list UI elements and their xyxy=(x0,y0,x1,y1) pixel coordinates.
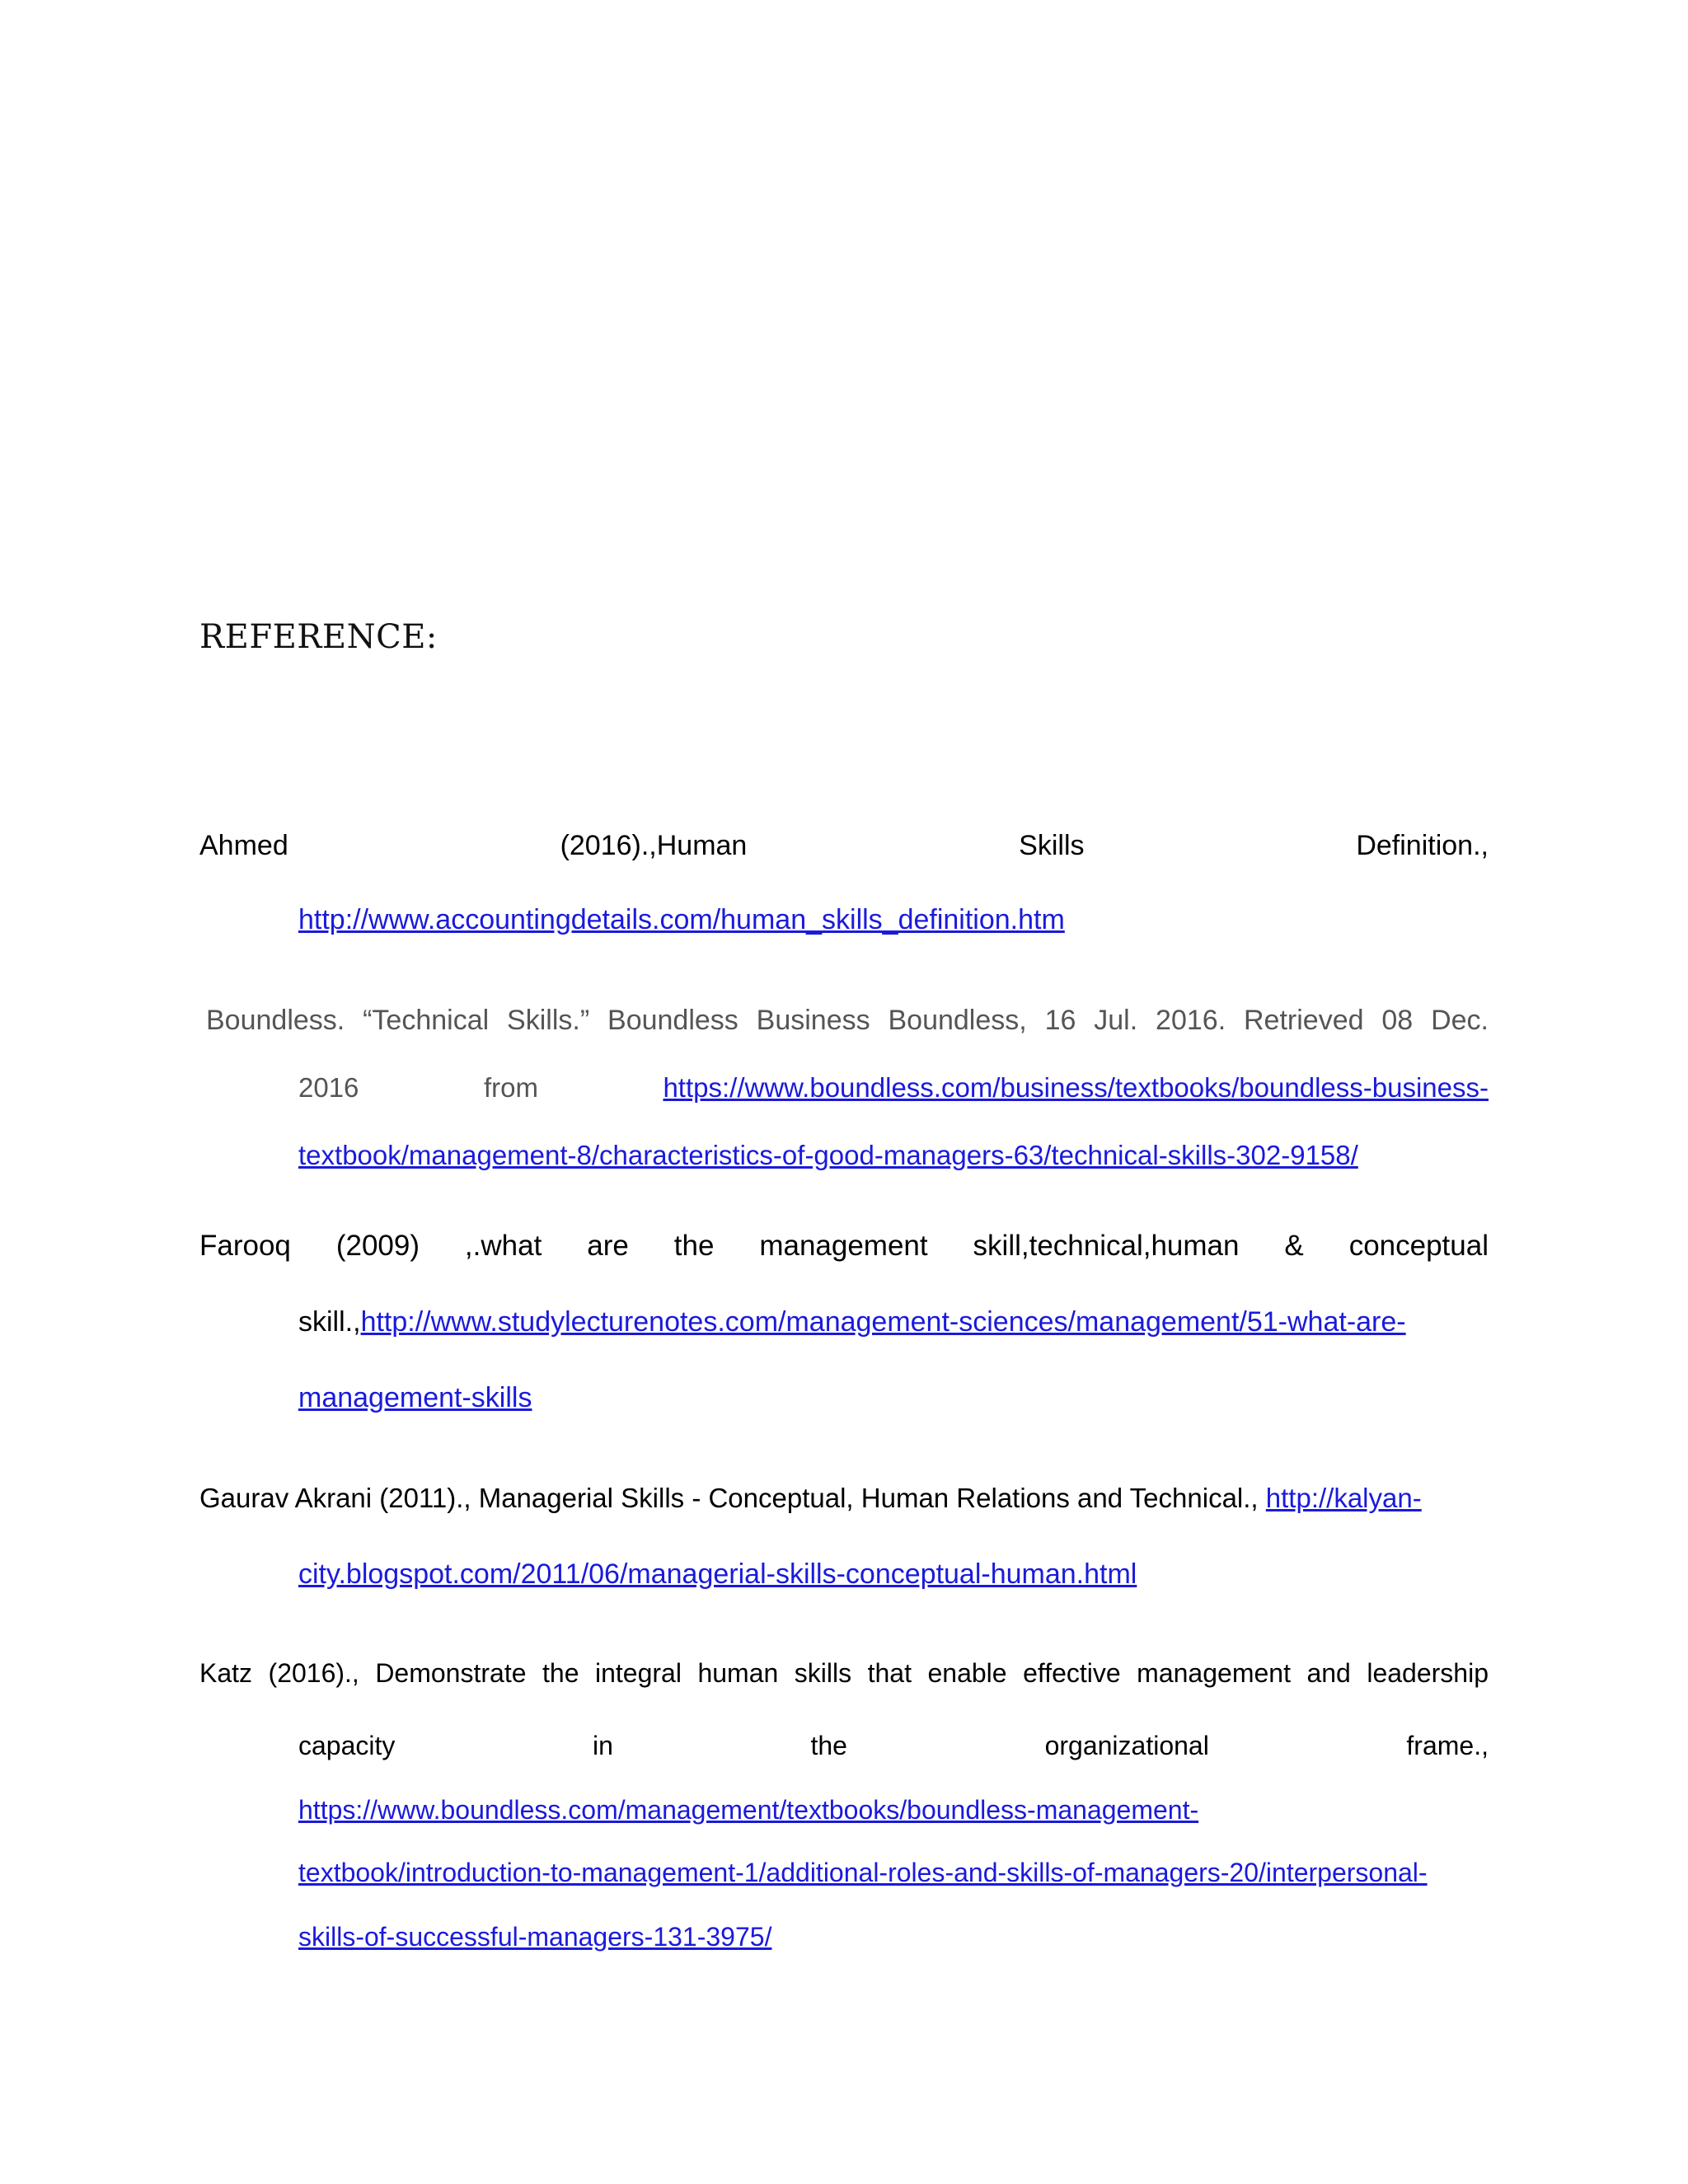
ref-katz-word: enable xyxy=(927,1658,1007,1688)
ref-gaurav-link-part2[interactable]: city.blogspot.com/2011/06/managerial-skills-conceptual-human.html xyxy=(298,1558,1137,1590)
ref-boundless-text: Boundless. “Technical Skills.” Boundless Business Boundless, 16 Jul. 2016. Retrieved 08 Dec. xyxy=(206,1005,1489,1036)
ref-boundless-link-part1[interactable]: https://www.boundless.com/business/textbooks/boundless-business- xyxy=(663,1072,1489,1103)
ref-katz-word: integral xyxy=(594,1658,682,1688)
ref-katz-word: the xyxy=(810,1731,847,1760)
ref-ahmed-word: (2016).,Human xyxy=(560,830,748,861)
ref-farooq-word: & xyxy=(1284,1230,1304,1262)
ref-katz-word: in xyxy=(592,1731,613,1760)
ref-ahmed-word: Definition., xyxy=(1356,830,1489,861)
ref-gaurav-text: Gaurav Akrani (2011)., Managerial Skills - Conceptual, Human Relations and Technical., xyxy=(199,1483,1266,1513)
ref-katz-word: Katz xyxy=(199,1658,253,1688)
ref-farooq-word: management xyxy=(759,1230,928,1262)
ref-katz-word: and xyxy=(1306,1658,1351,1688)
ref-farooq-line3 xyxy=(298,1381,1489,1414)
ref-ahmed-word: Ahmed xyxy=(199,830,288,861)
ref-farooq-line2 xyxy=(298,1305,1489,1338)
ref-boundless-link-part2[interactable]: textbook/management-8/characteristics-of-good-managers-63/technical-skills-302-9158/ xyxy=(298,1140,1358,1170)
ref-gaurav-line1 xyxy=(199,1482,1489,1515)
ref-farooq-word: ,.what xyxy=(464,1230,542,1262)
ref-katz-word: (2016)., xyxy=(268,1658,359,1688)
ref-farooq-word: are xyxy=(587,1230,629,1262)
ref-farooq-word: conceptual xyxy=(1348,1230,1489,1262)
ref-gaurav-link-part1[interactable]: http://kalyan- xyxy=(1265,1483,1422,1513)
ref-katz-line2 xyxy=(298,1729,1489,1762)
ref-katz-link-part3[interactable]: skills-of-successful-managers-131-3975/ xyxy=(298,1922,772,1952)
ref-katz-word: frame., xyxy=(1406,1731,1489,1760)
ref-katz-word: Demonstrate xyxy=(375,1658,527,1688)
ref-boundless-line2 xyxy=(298,1071,1489,1104)
ref-ahmed-line2 xyxy=(298,903,1489,936)
ref-katz-link-part1[interactable]: https://www.boundless.com/management/textbooks/boundless-management- xyxy=(298,1795,1199,1825)
ref-boundless-line3 xyxy=(298,1139,1489,1172)
ref-katz-word: management xyxy=(1137,1658,1291,1688)
ref-katz-word: the xyxy=(542,1658,579,1688)
ref-farooq-word: skill,technical,human xyxy=(973,1230,1240,1262)
ref-katz-word: leadership xyxy=(1367,1658,1489,1688)
ref-farooq-word: Farooq xyxy=(199,1230,291,1262)
ref-katz-word: effective xyxy=(1023,1658,1121,1688)
ref-farooq-link-part2[interactable]: management-skills xyxy=(298,1382,532,1413)
reference-heading: REFERENCE: xyxy=(199,618,438,656)
ref-ahmed-line1 xyxy=(199,829,1489,862)
ref-boundless-year: 2016 xyxy=(298,1072,359,1103)
ref-ahmed-link[interactable]: http://www.accountingdetails.com/human_skills_definition.htm xyxy=(298,904,1065,935)
ref-katz-word: human xyxy=(697,1658,779,1688)
ref-katz-line4 xyxy=(298,1856,1489,1889)
ref-katz-line1 xyxy=(199,1657,1489,1690)
ref-farooq-word: the xyxy=(673,1230,715,1262)
ref-boundless-from: from xyxy=(483,1072,538,1103)
ref-katz-link-part2[interactable]: textbook/introduction-to-management-1/additional-roles-and-skills-of-managers-20/interpersonal- xyxy=(298,1858,1428,1887)
ref-farooq-word: (2009) xyxy=(335,1230,420,1262)
ref-farooq-prefix: skill., xyxy=(298,1306,361,1338)
ref-katz-word: that xyxy=(867,1658,912,1688)
ref-katz-line3 xyxy=(298,1793,1489,1826)
ref-katz-word: capacity xyxy=(298,1731,396,1760)
ref-katz-word: skills xyxy=(794,1658,852,1688)
ref-katz-word: organizational xyxy=(1044,1731,1209,1760)
ref-boundless-line1 xyxy=(206,1004,1489,1037)
ref-gaurav-line2 xyxy=(298,1558,1489,1591)
ref-farooq-line1 xyxy=(199,1230,1489,1263)
ref-farooq-link-part1[interactable]: http://www.studylecturenotes.com/management-sciences/management/51-what-are- xyxy=(360,1306,1406,1338)
ref-katz-line5 xyxy=(298,1920,1489,1953)
ref-ahmed-word: Skills xyxy=(1019,830,1085,861)
